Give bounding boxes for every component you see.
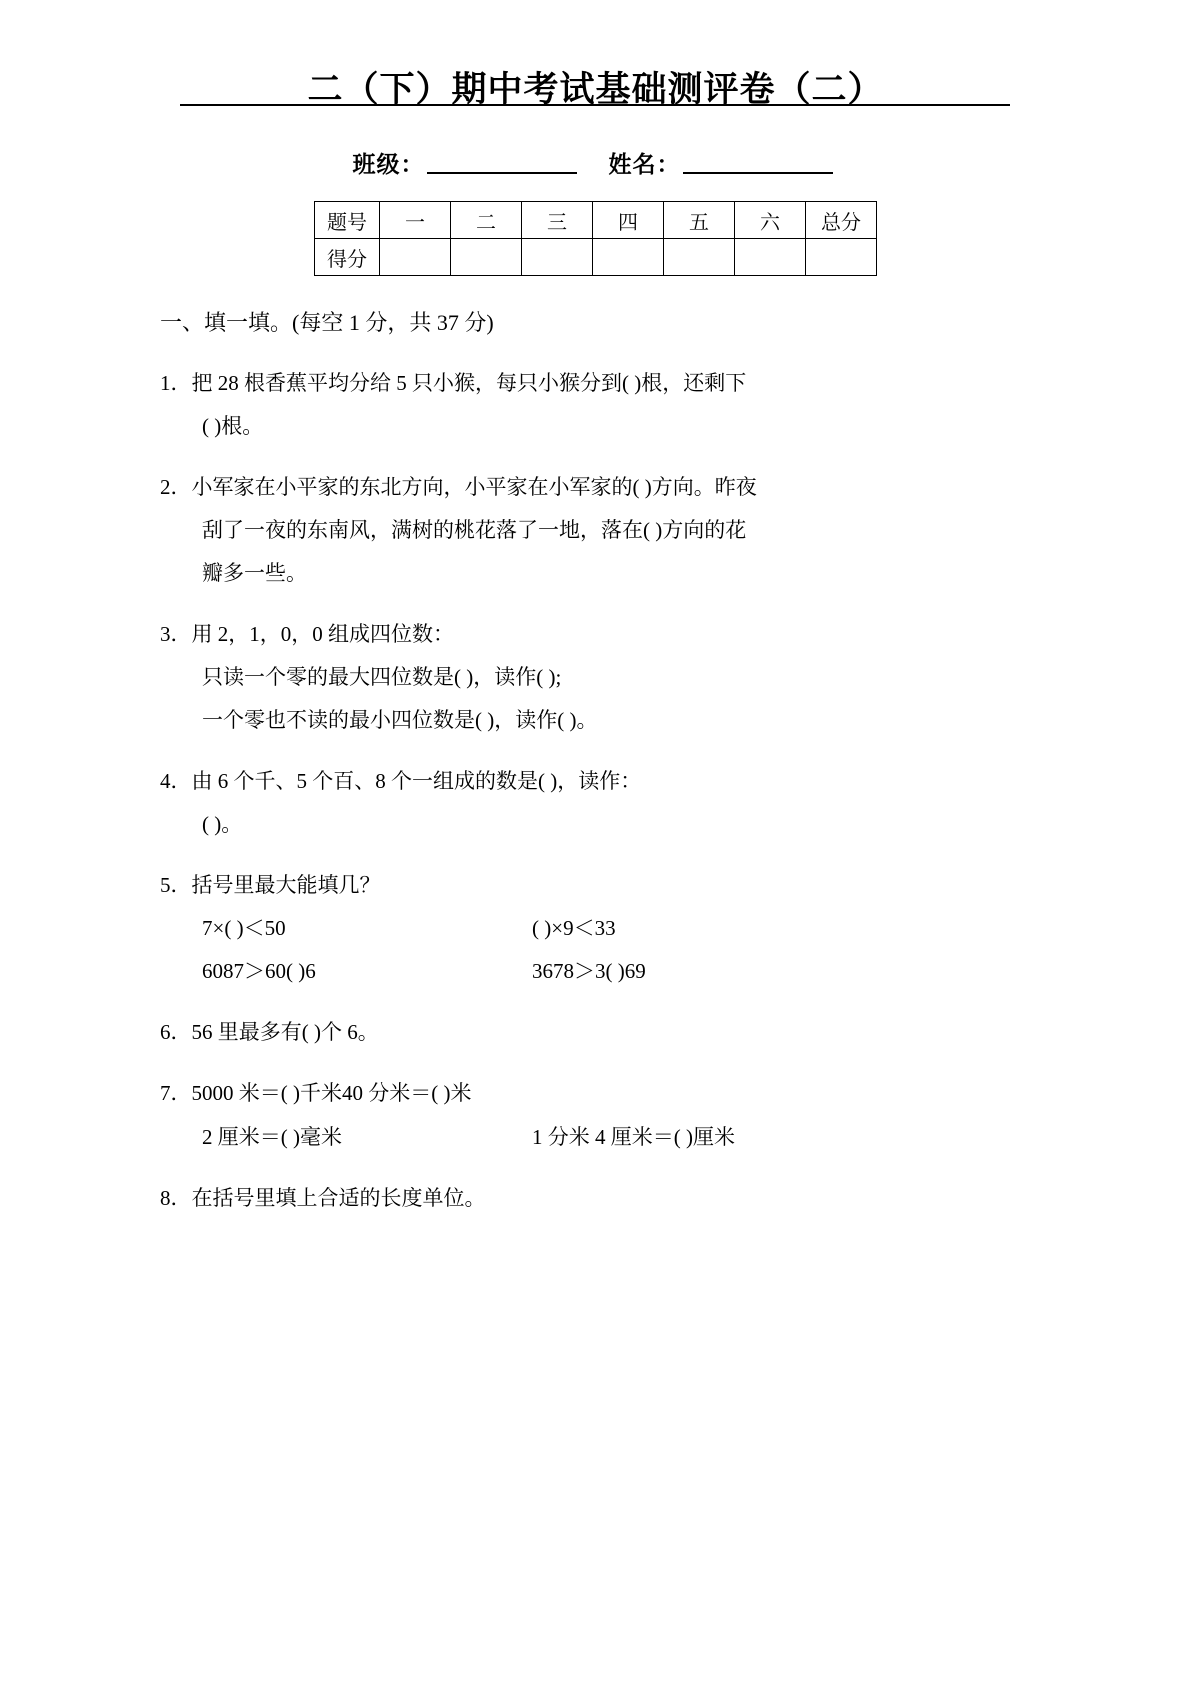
student-info-bar	[160, 146, 1031, 179]
question-5-expr-1: 7×( )＜50	[202, 916, 286, 941]
score-col-1: 一	[380, 202, 451, 239]
question-8-line-1	[160, 1177, 1031, 1220]
score-cell-1[interactable]	[380, 239, 451, 276]
question-5-text-1: 括号里最大能填几？	[191, 873, 381, 898]
question-7-expr-4: 1 分米 4 厘米＝( )厘米	[532, 1124, 735, 1149]
table-row-question-numbers	[315, 202, 877, 239]
question-4-line-1	[160, 760, 1031, 803]
top-divider	[180, 104, 1010, 106]
question-2	[160, 466, 1031, 595]
question-5-line-1	[160, 864, 1031, 907]
row-label-question-number: 题号	[315, 202, 380, 239]
question-8-text-1: 在括号里填上合适的长度单位。	[191, 1185, 486, 1210]
question-3-line-2: 只读一个零的最大四位数是( )，读作( );	[202, 665, 562, 690]
question-6	[160, 1011, 1031, 1054]
page-title: 二（下）期中考试基础测评卷（二）	[307, 70, 884, 109]
question-2-line-1	[160, 466, 1031, 509]
score-col-total: 总分	[806, 202, 877, 239]
question-3-number: 3．	[160, 622, 192, 647]
name-input-blank[interactable]	[683, 152, 833, 174]
question-5-expr-2: ( )×9＜33	[532, 916, 616, 941]
question-3	[160, 613, 1031, 742]
question-6-line-1	[160, 1011, 1031, 1054]
question-7-row-1	[160, 1072, 1031, 1115]
question-3-text-1: 用 2，1，0，0 组成四位数：	[191, 622, 454, 647]
question-7	[160, 1072, 1031, 1158]
score-table	[314, 201, 877, 276]
question-4	[160, 760, 1031, 846]
question-1-line-2: ( )根。	[202, 413, 264, 438]
question-2-line-2: 刮了一夜的东南风，满树的桃花落了一地，落在( )方向的花	[202, 517, 747, 542]
row-label-score: 得分	[315, 239, 380, 276]
score-cell-2[interactable]	[451, 239, 522, 276]
question-8	[160, 1177, 1031, 1220]
question-5-row-1	[160, 907, 1031, 950]
question-2-text-1: 小军家在小平家的东北方向，小平家在小军家的( )方向。昨夜	[191, 474, 757, 499]
question-8-number: 8．	[160, 1185, 192, 1210]
class-label: 班级：	[352, 152, 425, 177]
score-col-4: 四	[593, 202, 664, 239]
question-7-number: 7．	[160, 1081, 192, 1106]
question-1-number: 1．	[160, 370, 192, 395]
table-row-scores	[315, 239, 877, 276]
question-6-text-1: 56 里最多有( )个 6。	[191, 1020, 379, 1045]
question-7-row-2	[160, 1116, 1031, 1159]
question-4-text-1: 由 6 个千、5 个百、8 个一组成的数是( )，读作：	[191, 769, 642, 794]
score-cell-total[interactable]	[806, 239, 877, 276]
score-cell-6[interactable]	[735, 239, 806, 276]
question-1-text-1: 把 28 根香蕉平均分给 5 只小猴，每只小猴分到( )根，还剩下	[191, 370, 747, 395]
question-5-expr-3: 6087＞60( )6	[202, 959, 316, 984]
question-1-line-1	[160, 362, 1031, 405]
question-5	[160, 864, 1031, 993]
score-cell-4[interactable]	[593, 239, 664, 276]
question-7-expr-1: 5000 米＝( )千米	[191, 1081, 342, 1106]
score-cell-3[interactable]	[522, 239, 593, 276]
question-5-number: 5．	[160, 873, 192, 898]
question-1	[160, 362, 1031, 448]
question-3-line-1	[160, 613, 1031, 656]
question-5-row-2	[160, 950, 1031, 993]
question-5-expr-4: 3678＞3( )69	[532, 959, 646, 984]
question-2-number: 2．	[160, 474, 192, 499]
score-col-3: 三	[522, 202, 593, 239]
question-7-expr-3: 2 厘米＝( )毫米	[202, 1124, 342, 1149]
question-4-number: 4．	[160, 769, 192, 794]
question-7-expr-2: 40 分米＝( )米	[342, 1081, 472, 1106]
class-input-blank[interactable]	[427, 152, 577, 174]
name-label: 姓名：	[608, 152, 681, 177]
question-3-line-3: 一个零也不读的最小四位数是( )，读作( )。	[202, 708, 598, 733]
question-4-line-2: ( )。	[202, 812, 243, 837]
question-6-number: 6．	[160, 1020, 192, 1045]
score-col-6: 六	[735, 202, 806, 239]
question-2-line-3: 瓣多一些。	[202, 560, 307, 585]
score-cell-5[interactable]	[664, 239, 735, 276]
score-col-2: 二	[451, 202, 522, 239]
score-col-5: 五	[664, 202, 735, 239]
section-heading-fill-in: 一、填一填。(每空 1 分，共 37 分)	[160, 310, 494, 335]
